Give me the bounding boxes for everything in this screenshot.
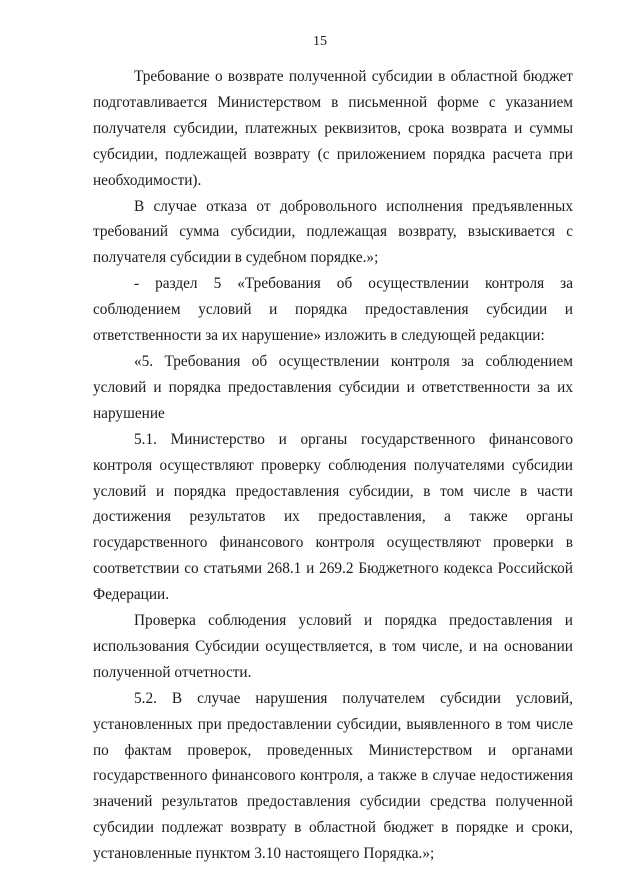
paragraph-verification: Проверка соблюдения условий и порядка предоставления и использования Субсидии осуществляется, в том числе, и на основании полученной отчетности. bbox=[93, 612, 573, 681]
page-number: 15 bbox=[313, 34, 327, 49]
paragraph-refund-demand: Требование о возврате полученной субсидии в областной бюджет подготавливается Министерством в письменной форме с указанием получателя субсидии, платежных реквизитов, срока возврата и суммы субсидии, подлежащей возврату (с приложением порядка расчета при необходимости). bbox=[93, 68, 573, 189]
paragraph-refusal-court: В случае отказа от добровольного исполнения предъявленных требований сумма субсидии, подлежащая возврату, взыскивается с получателя субсидии в судебном порядке.»; bbox=[93, 197, 573, 267]
clause-5-2: 5.2. В случае нарушения получателем субсидии условий, установленных при предоставлении субсидии, выявленного в том числе по фактам проверок, проведенных Министерством и органами государственного финансового контроля, а также в случае недостижения значений результатов предоставления субсидии средства полученной субсидии подлежат возврату в областной бюджет в порядке и сроки, установленные пунктом 3.10 настоящего Порядка.»; bbox=[93, 689, 573, 863]
clause-5-1: 5.1. Министерство и органы государственного финансового контроля осуществляют проверку соблюдения получателями субсидии условий и порядка предоставления субсидии, в том числе в части достижения результатов их предоставления, а также органы государственного финансового контроля осуществляют проверки в соответствии со статьями 268.1 и 269.2 Бюджетного кодекса Российской Федерации. bbox=[93, 430, 573, 604]
paragraph-section5-amendment: - раздел 5 «Требования об осуществлении контроля за соблюдением условий и порядка предоставления субсидии и ответственности за их нарушение» изложить в следующей редакции: bbox=[93, 275, 573, 345]
section-5-heading: «5. Требования об осуществлении контроля за соблюдением условий и порядка предоставления субсидии и ответственности за их нарушение bbox=[93, 352, 573, 422]
document-body bbox=[93, 64, 573, 867]
